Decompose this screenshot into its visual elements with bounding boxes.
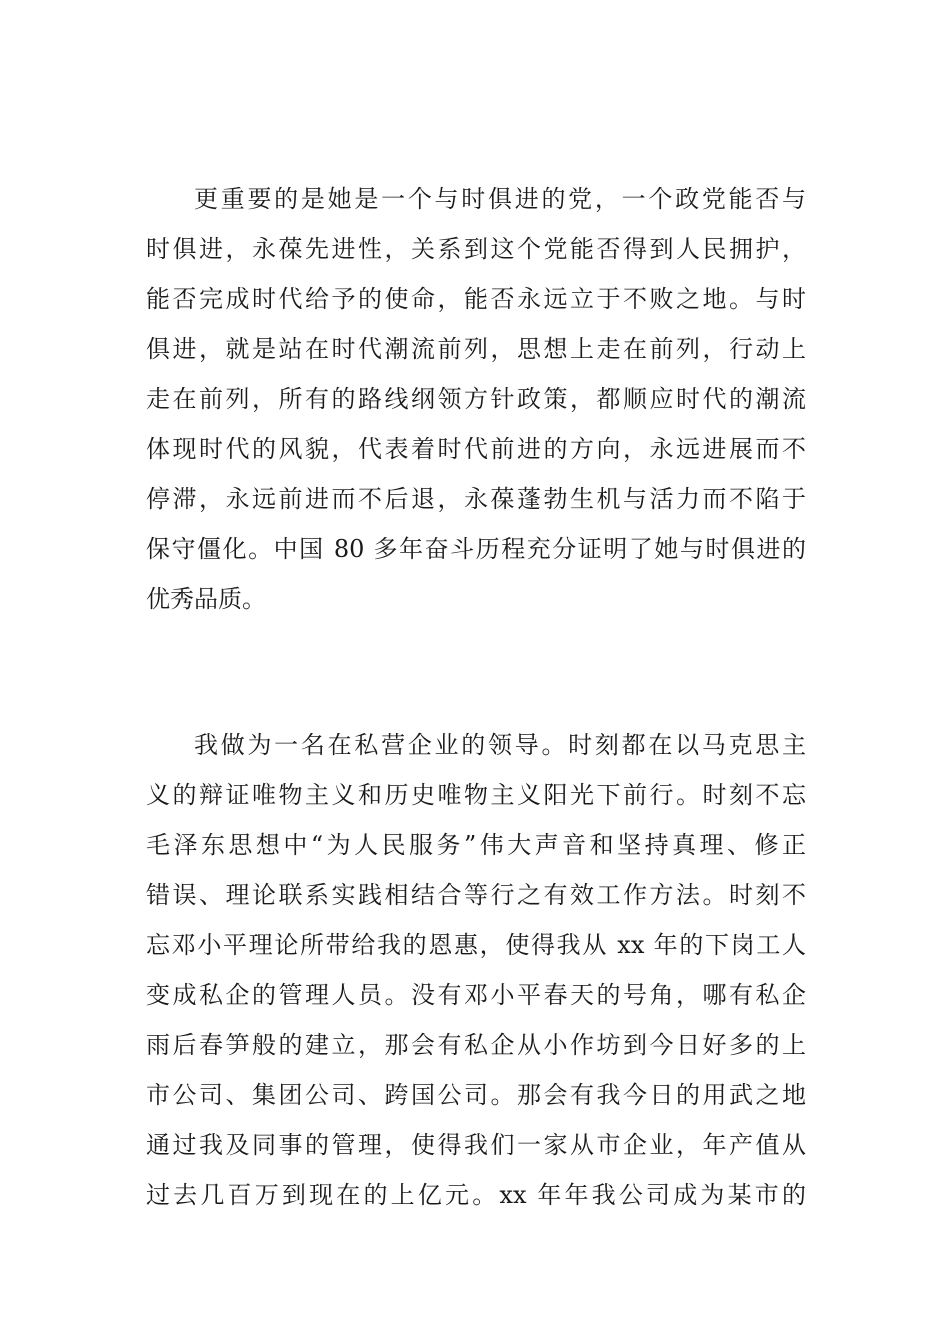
- paragraph-line: 变成私企的管理人员。没有邓小平春天的号角，哪有私企: [146, 981, 806, 1009]
- paragraph-line: 停滞，永远前进而不后退，永葆蓬勃生机与活力而不陷于: [146, 485, 806, 513]
- paragraph-line: 体现时代的风貌，代表着时代前进的方向，永远进展而不: [146, 435, 806, 463]
- paragraph-line: 过去几百万到现在的上亿元。xx 年年我公司成为某市的: [146, 1181, 806, 1209]
- paragraph-line: 走在前列，所有的路线纲领方针政策，都顺应时代的潮流: [146, 385, 806, 413]
- paragraph-line: 能否完成时代给予的使命，能否永远立于不败之地。与时: [146, 285, 806, 313]
- paragraph-line: 时俱进，永葆先进性，关系到这个党能否得到人民拥护，: [146, 235, 806, 263]
- paragraph-line: 俱进，就是站在时代潮流前列，思想上走在前列，行动上: [146, 335, 806, 363]
- paragraph-line: 市公司、集团公司、跨国公司。那会有我今日的用武之地: [146, 1081, 806, 1109]
- paragraph-line: 错误、理论联系实践相结合等行之有效工作方法。时刻不: [146, 881, 806, 909]
- paragraph-line: 更重要的是她是一个与时俱进的党，一个政党能否与: [194, 185, 806, 213]
- paragraph-line: 优秀品质。: [146, 585, 266, 613]
- paragraph-line: 毛泽东思想中“为人民服务”伟大声音和坚持真理、修正: [146, 831, 806, 859]
- paragraph-line: 通过我及同事的管理，使得我们一家从市企业，年产值从: [146, 1131, 806, 1159]
- paragraph-line: 雨后春笋般的建立，那会有私企从小作坊到今日好多的上: [146, 1031, 806, 1059]
- paragraph-line: 保守僵化。中国 80 多年奋斗历程充分证明了她与时俱进的: [146, 535, 806, 563]
- paragraph-line: 义的辩证唯物主义和历史唯物主义阳光下前行。时刻不忘: [146, 781, 806, 809]
- paragraph-line: 忘邓小平理论所带给我的恩惠，使得我从 xx 年的下岗工人: [146, 931, 806, 959]
- paragraph-line: 我做为一名在私营企业的领导。时刻都在以马克思主: [194, 731, 806, 759]
